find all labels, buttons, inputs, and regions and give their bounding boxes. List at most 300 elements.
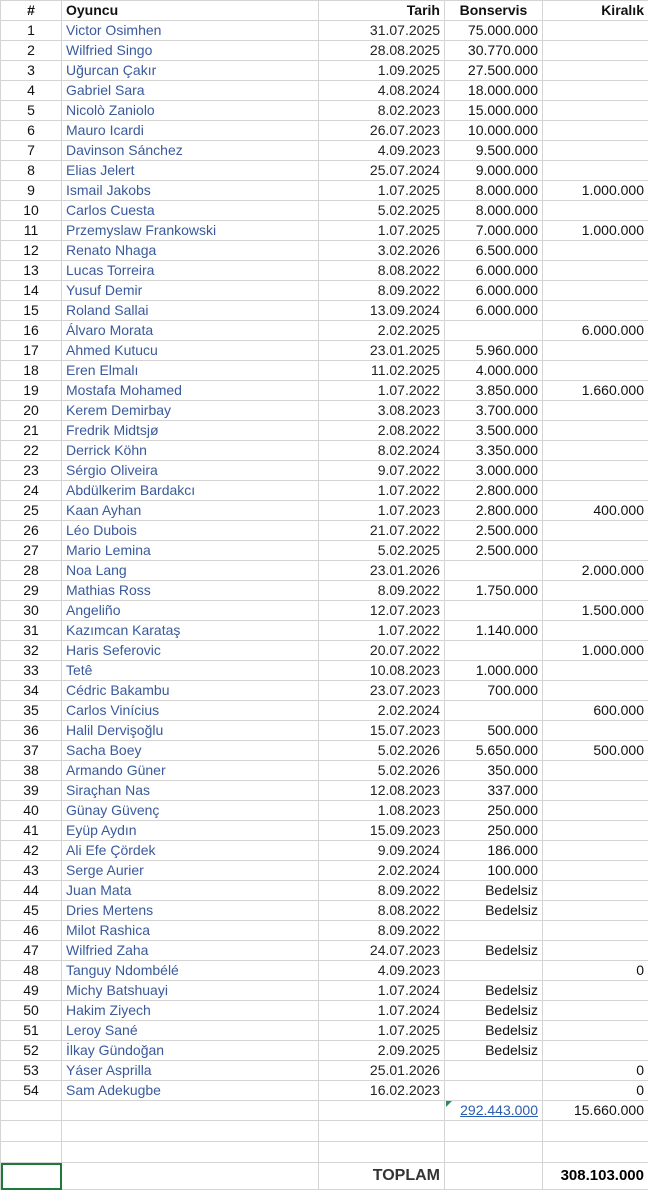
empty-cell[interactable] xyxy=(543,1121,648,1142)
loan-subtotal-cell[interactable]: 15.660.000 xyxy=(543,1101,648,1121)
loan-fee-cell[interactable] xyxy=(543,61,648,81)
transfer-date-cell[interactable]: 1.07.2024 xyxy=(319,981,445,1001)
player-name-cell[interactable]: Eren Elmalı xyxy=(62,361,319,381)
row-number-cell[interactable]: 52 xyxy=(1,1041,62,1061)
transfer-date-cell[interactable]: 31.07.2025 xyxy=(319,21,445,41)
player-name-cell[interactable]: Gabriel Sara xyxy=(62,81,319,101)
transfer-date-cell[interactable]: 2.02.2024 xyxy=(319,861,445,881)
loan-fee-cell[interactable] xyxy=(543,941,648,961)
transfer-fee-cell[interactable]: 350.000 xyxy=(445,761,543,781)
player-name-cell[interactable]: Tanguy Ndombélé xyxy=(62,961,319,981)
header-date[interactable]: Tarih xyxy=(319,1,445,21)
selected-cell[interactable] xyxy=(1,1163,62,1190)
header-fee[interactable]: Bonservis xyxy=(445,1,543,21)
row-number-cell[interactable]: 48 xyxy=(1,961,62,981)
row-number-cell[interactable]: 44 xyxy=(1,881,62,901)
loan-fee-cell[interactable] xyxy=(543,1041,648,1061)
transfer-fee-cell[interactable]: 6.500.000 xyxy=(445,241,543,261)
transfer-date-cell[interactable]: 8.09.2022 xyxy=(319,581,445,601)
transfer-fee-cell[interactable]: 5.650.000 xyxy=(445,741,543,761)
empty-cell[interactable] xyxy=(1,1121,62,1142)
transfer-fee-cell[interactable]: 2.800.000 xyxy=(445,481,543,501)
transfer-fee-cell[interactable]: 8.000.000 xyxy=(445,181,543,201)
row-number-cell[interactable]: 8 xyxy=(1,161,62,181)
row-number-cell[interactable]: 25 xyxy=(1,501,62,521)
transfer-date-cell[interactable]: 24.07.2023 xyxy=(319,941,445,961)
loan-fee-cell[interactable] xyxy=(543,261,648,281)
row-number-cell[interactable]: 7 xyxy=(1,141,62,161)
transfer-fee-cell[interactable]: 6.000.000 xyxy=(445,281,543,301)
player-name-cell[interactable]: Álvaro Morata xyxy=(62,321,319,341)
transfer-fee-cell[interactable]: 2.500.000 xyxy=(445,521,543,541)
empty-cell[interactable] xyxy=(62,1142,319,1163)
transfer-fee-cell[interactable]: 6.000.000 xyxy=(445,261,543,281)
player-name-cell[interactable]: Roland Sallai xyxy=(62,301,319,321)
transfer-date-cell[interactable]: 8.02.2023 xyxy=(319,101,445,121)
player-name-cell[interactable]: Mario Lemina xyxy=(62,541,319,561)
loan-fee-cell[interactable]: 1.000.000 xyxy=(543,641,648,661)
transfer-fee-cell[interactable]: 5.960.000 xyxy=(445,341,543,361)
row-number-cell[interactable]: 40 xyxy=(1,801,62,821)
transfer-date-cell[interactable]: 23.01.2026 xyxy=(319,561,445,581)
empty-cell[interactable] xyxy=(1,1101,62,1121)
loan-fee-cell[interactable] xyxy=(543,241,648,261)
transfer-fee-cell[interactable]: 3.000.000 xyxy=(445,461,543,481)
transfer-date-cell[interactable]: 8.08.2022 xyxy=(319,261,445,281)
transfer-date-cell[interactable]: 5.02.2026 xyxy=(319,741,445,761)
table-row xyxy=(1,981,648,1001)
row-number-cell[interactable]: 26 xyxy=(1,521,62,541)
loan-fee-cell[interactable] xyxy=(543,1021,648,1041)
empty-cell[interactable] xyxy=(445,1121,543,1142)
player-name-cell[interactable]: Haris Seferovic xyxy=(62,641,319,661)
table-row xyxy=(1,81,648,101)
player-name-cell[interactable]: Kerem Demirbay xyxy=(62,401,319,421)
transfer-fee-cell[interactable]: 186.000 xyxy=(445,841,543,861)
transfer-fee-cell[interactable] xyxy=(445,1081,543,1101)
loan-fee-cell[interactable] xyxy=(543,141,648,161)
loan-fee-cell[interactable] xyxy=(543,281,648,301)
transfer-date-cell[interactable]: 4.09.2023 xyxy=(319,961,445,981)
transfer-fee-cell[interactable]: 4.000.000 xyxy=(445,361,543,381)
player-name-cell[interactable]: Wilfried Singo xyxy=(62,41,319,61)
transfer-fee-cell[interactable]: 500.000 xyxy=(445,721,543,741)
row-number-cell[interactable]: 49 xyxy=(1,981,62,1001)
transfer-date-cell[interactable]: 21.07.2022 xyxy=(319,521,445,541)
transfer-date-cell[interactable]: 5.02.2026 xyxy=(319,761,445,781)
row-number-cell[interactable]: 13 xyxy=(1,261,62,281)
row-number-cell[interactable]: 9 xyxy=(1,181,62,201)
header-num[interactable]: # xyxy=(1,1,62,21)
transfer-date-cell[interactable]: 11.02.2025 xyxy=(319,361,445,381)
empty-cell[interactable] xyxy=(445,1142,543,1163)
player-name-cell[interactable]: Fredrik Midtsjø xyxy=(62,421,319,441)
transfer-date-cell[interactable]: 23.01.2025 xyxy=(319,341,445,361)
player-name-cell[interactable]: Halil Dervişoğlu xyxy=(62,721,319,741)
loan-fee-cell[interactable] xyxy=(543,201,648,221)
transfer-date-cell[interactable]: 3.08.2023 xyxy=(319,401,445,421)
player-name-cell[interactable]: Tetê xyxy=(62,661,319,681)
player-name-cell[interactable]: Dries Mertens xyxy=(62,901,319,921)
row-number-cell[interactable]: 6 xyxy=(1,121,62,141)
player-name-cell[interactable]: Elias Jelert xyxy=(62,161,319,181)
table-row xyxy=(1,281,648,301)
row-number-cell[interactable]: 29 xyxy=(1,581,62,601)
transfer-fee-cell[interactable]: 1.750.000 xyxy=(445,581,543,601)
transfer-fee-cell[interactable]: 18.000.000 xyxy=(445,81,543,101)
transfer-date-cell[interactable]: 8.09.2022 xyxy=(319,921,445,941)
loan-fee-cell[interactable] xyxy=(543,581,648,601)
row-number-cell[interactable]: 38 xyxy=(1,761,62,781)
loan-fee-cell[interactable] xyxy=(543,681,648,701)
transfer-date-cell[interactable]: 1.07.2022 xyxy=(319,481,445,501)
loan-fee-cell[interactable]: 2.000.000 xyxy=(543,561,648,581)
row-number-cell[interactable]: 41 xyxy=(1,821,62,841)
player-name-cell[interactable]: İlkay Gündoğan xyxy=(62,1041,319,1061)
loan-fee-cell[interactable] xyxy=(543,981,648,1001)
loan-fee-cell[interactable] xyxy=(543,781,648,801)
row-number-cell[interactable]: 28 xyxy=(1,561,62,581)
loan-fee-cell[interactable]: 400.000 xyxy=(543,501,648,521)
transfer-date-cell[interactable]: 12.07.2023 xyxy=(319,601,445,621)
row-number-cell[interactable]: 24 xyxy=(1,481,62,501)
loan-fee-cell[interactable] xyxy=(543,161,648,181)
player-name-cell[interactable]: Mostafa Mohamed xyxy=(62,381,319,401)
row-number-cell[interactable]: 16 xyxy=(1,321,62,341)
player-name-cell[interactable]: Przemyslaw Frankowski xyxy=(62,221,319,241)
loan-fee-cell[interactable] xyxy=(543,721,648,741)
row-number-cell[interactable]: 35 xyxy=(1,701,62,721)
loan-fee-cell[interactable] xyxy=(543,81,648,101)
player-name-cell[interactable]: Léo Dubois xyxy=(62,521,319,541)
transfer-fee-cell[interactable] xyxy=(445,321,543,341)
loan-fee-cell[interactable] xyxy=(543,541,648,561)
row-number-cell[interactable]: 54 xyxy=(1,1081,62,1101)
transfer-date-cell[interactable]: 28.08.2025 xyxy=(319,41,445,61)
transfer-date-cell[interactable]: 25.07.2024 xyxy=(319,161,445,181)
transfer-fee-cell[interactable]: 100.000 xyxy=(445,861,543,881)
player-name-cell[interactable]: Leroy Sané xyxy=(62,1021,319,1041)
row-number-cell[interactable]: 5 xyxy=(1,101,62,121)
transfer-fee-cell[interactable]: 250.000 xyxy=(445,821,543,841)
player-name-cell[interactable]: Siraçhan Nas xyxy=(62,781,319,801)
transfer-fee-cell[interactable]: Bedelsiz xyxy=(445,881,543,901)
player-name-cell[interactable]: Kazımcan Karataş xyxy=(62,621,319,641)
player-name-cell[interactable]: Angeliño xyxy=(62,601,319,621)
transfer-date-cell[interactable]: 13.09.2024 xyxy=(319,301,445,321)
transfer-date-cell[interactable]: 1.07.2023 xyxy=(319,501,445,521)
transfer-date-cell[interactable]: 5.02.2025 xyxy=(319,541,445,561)
transfer-date-cell[interactable]: 5.02.2025 xyxy=(319,201,445,221)
loan-fee-cell[interactable]: 1.000.000 xyxy=(543,181,648,201)
row-number-cell[interactable]: 43 xyxy=(1,861,62,881)
empty-cell[interactable] xyxy=(445,1163,543,1190)
row-number-cell[interactable]: 4 xyxy=(1,81,62,101)
transfer-fee-cell[interactable]: 6.000.000 xyxy=(445,301,543,321)
player-name-cell[interactable]: Davinson Sánchez xyxy=(62,141,319,161)
loan-fee-cell[interactable]: 500.000 xyxy=(543,741,648,761)
transfer-fee-cell[interactable] xyxy=(445,601,543,621)
row-number-cell[interactable]: 50 xyxy=(1,1001,62,1021)
loan-fee-cell[interactable]: 0 xyxy=(543,1081,648,1101)
transfer-fee-cell[interactable]: 9.500.000 xyxy=(445,141,543,161)
player-name-cell[interactable]: Sérgio Oliveira xyxy=(62,461,319,481)
loan-fee-cell[interactable] xyxy=(543,21,648,41)
transfer-fee-cell[interactable] xyxy=(445,701,543,721)
transfer-date-cell[interactable]: 9.09.2024 xyxy=(319,841,445,861)
loan-fee-cell[interactable] xyxy=(543,901,648,921)
transfer-date-cell[interactable]: 4.08.2024 xyxy=(319,81,445,101)
transfer-fee-cell[interactable]: 30.770.000 xyxy=(445,41,543,61)
empty-cell[interactable] xyxy=(319,1101,445,1121)
player-name-cell[interactable]: Günay Güvenç xyxy=(62,801,319,821)
transfer-fee-cell[interactable]: 3.350.000 xyxy=(445,441,543,461)
transfer-date-cell[interactable]: 10.08.2023 xyxy=(319,661,445,681)
row-number-cell[interactable]: 45 xyxy=(1,901,62,921)
row-number-cell[interactable]: 37 xyxy=(1,741,62,761)
loan-fee-cell[interactable] xyxy=(543,481,648,501)
row-number-cell[interactable]: 27 xyxy=(1,541,62,561)
transfer-fee-cell[interactable]: 2.500.000 xyxy=(445,541,543,561)
transfer-date-cell[interactable]: 26.07.2023 xyxy=(319,121,445,141)
player-name-cell[interactable]: Ali Efe Çördek xyxy=(62,841,319,861)
player-name-cell[interactable]: Yusuf Demir xyxy=(62,281,319,301)
row-number-cell[interactable]: 18 xyxy=(1,361,62,381)
player-name-cell[interactable]: Wilfried Zaha xyxy=(62,941,319,961)
row-number-cell[interactable]: 22 xyxy=(1,441,62,461)
header-player[interactable]: Oyuncu xyxy=(62,1,319,21)
row-number-cell[interactable]: 42 xyxy=(1,841,62,861)
player-name-cell[interactable]: Mauro Icardi xyxy=(62,121,319,141)
transfer-date-cell[interactable]: 20.07.2022 xyxy=(319,641,445,661)
transfer-fee-cell[interactable]: 27.500.000 xyxy=(445,61,543,81)
transfer-fee-cell[interactable] xyxy=(445,921,543,941)
row-number-cell[interactable]: 10 xyxy=(1,201,62,221)
transfer-date-cell[interactable]: 1.07.2025 xyxy=(319,1021,445,1041)
transfer-date-cell[interactable]: 1.07.2022 xyxy=(319,381,445,401)
transfer-date-cell[interactable]: 8.02.2024 xyxy=(319,441,445,461)
player-name-cell[interactable]: Ahmed Kutucu xyxy=(62,341,319,361)
transfer-date-cell[interactable]: 9.07.2022 xyxy=(319,461,445,481)
transfer-date-cell[interactable]: 2.02.2024 xyxy=(319,701,445,721)
player-name-cell[interactable]: Carlos Cuesta xyxy=(62,201,319,221)
transfer-date-cell[interactable]: 1.07.2025 xyxy=(319,221,445,241)
row-number-cell[interactable]: 39 xyxy=(1,781,62,801)
transfer-fee-cell[interactable]: 10.000.000 xyxy=(445,121,543,141)
transfer-date-cell[interactable]: 16.02.2023 xyxy=(319,1081,445,1101)
player-name-cell[interactable]: Uğurcan Çakır xyxy=(62,61,319,81)
player-name-cell[interactable]: Ismail Jakobs xyxy=(62,181,319,201)
transfer-fee-cell[interactable]: 3.850.000 xyxy=(445,381,543,401)
loan-fee-cell[interactable] xyxy=(543,621,648,641)
player-name-cell[interactable]: Mathias Ross xyxy=(62,581,319,601)
table-row xyxy=(1,761,648,781)
transfer-fee-cell[interactable]: 2.800.000 xyxy=(445,501,543,521)
row-number-cell[interactable]: 19 xyxy=(1,381,62,401)
row-number-cell[interactable]: 3 xyxy=(1,61,62,81)
player-name-cell[interactable]: Hakim Ziyech xyxy=(62,1001,319,1021)
transfer-date-cell[interactable]: 25.01.2026 xyxy=(319,1061,445,1081)
loan-fee-cell[interactable] xyxy=(543,661,648,681)
empty-cell[interactable] xyxy=(62,1163,319,1190)
player-name-cell[interactable]: Kaan Ayhan xyxy=(62,501,319,521)
transfer-fee-cell[interactable]: 250.000 xyxy=(445,801,543,821)
row-number-cell[interactable]: 20 xyxy=(1,401,62,421)
loan-fee-cell[interactable] xyxy=(543,821,648,841)
row-number-cell[interactable]: 33 xyxy=(1,661,62,681)
player-name-cell[interactable]: Abdülkerim Bardakcı xyxy=(62,481,319,501)
loan-fee-cell[interactable] xyxy=(543,301,648,321)
transfer-fee-cell[interactable]: 7.000.000 xyxy=(445,221,543,241)
loan-fee-cell[interactable]: 1.500.000 xyxy=(543,601,648,621)
empty-cell[interactable] xyxy=(62,1101,319,1121)
transfer-fee-cell[interactable]: Bedelsiz xyxy=(445,1041,543,1061)
transfer-fee-cell[interactable]: 1.000.000 xyxy=(445,661,543,681)
transfer-fee-cell[interactable]: Bedelsiz xyxy=(445,981,543,1001)
transfer-date-cell[interactable]: 1.08.2023 xyxy=(319,801,445,821)
fee-subtotal-cell[interactable] xyxy=(445,1101,543,1121)
transfer-date-cell[interactable]: 3.02.2026 xyxy=(319,241,445,261)
loan-fee-cell[interactable]: 0 xyxy=(543,1061,648,1081)
transfer-date-cell[interactable]: 1.09.2025 xyxy=(319,61,445,81)
loan-fee-cell[interactable]: 1.000.000 xyxy=(543,221,648,241)
transfer-date-cell[interactable]: 15.07.2023 xyxy=(319,721,445,741)
total-label[interactable]: TOPLAM xyxy=(319,1163,445,1190)
row-number-cell[interactable]: 17 xyxy=(1,341,62,361)
transfer-date-cell[interactable]: 8.08.2022 xyxy=(319,901,445,921)
transfer-fee-cell[interactable] xyxy=(445,561,543,581)
row-number-cell[interactable]: 51 xyxy=(1,1021,62,1041)
transfer-date-cell[interactable]: 2.08.2022 xyxy=(319,421,445,441)
transfer-date-cell[interactable]: 8.09.2022 xyxy=(319,881,445,901)
row-number-cell[interactable]: 11 xyxy=(1,221,62,241)
player-name-cell[interactable]: Yáser Asprilla xyxy=(62,1061,319,1081)
transfer-date-cell[interactable]: 23.07.2023 xyxy=(319,681,445,701)
loan-fee-cell[interactable] xyxy=(543,1001,648,1021)
loan-fee-cell[interactable] xyxy=(543,401,648,421)
transfer-fee-cell[interactable]: 75.000.000 xyxy=(445,21,543,41)
player-name-cell[interactable]: Michy Batshuayi xyxy=(62,981,319,1001)
loan-fee-cell[interactable] xyxy=(543,801,648,821)
loan-fee-cell[interactable] xyxy=(543,361,648,381)
loan-fee-cell[interactable] xyxy=(543,521,648,541)
loan-fee-cell[interactable] xyxy=(543,461,648,481)
loan-fee-cell[interactable] xyxy=(543,441,648,461)
loan-fee-cell[interactable] xyxy=(543,341,648,361)
player-name-cell[interactable]: Derrick Köhn xyxy=(62,441,319,461)
loan-fee-cell[interactable] xyxy=(543,921,648,941)
player-name-cell[interactable]: Noa Lang xyxy=(62,561,319,581)
table-row xyxy=(1,1041,648,1061)
player-name-cell[interactable]: Nicolò Zaniolo xyxy=(62,101,319,121)
loan-fee-cell[interactable]: 600.000 xyxy=(543,701,648,721)
loan-fee-cell[interactable] xyxy=(543,101,648,121)
player-name-cell[interactable]: Carlos Vinícius xyxy=(62,701,319,721)
player-name-cell[interactable]: Victor Osimhen xyxy=(62,21,319,41)
transfer-fee-cell[interactable]: 3.500.000 xyxy=(445,421,543,441)
loan-fee-cell[interactable] xyxy=(543,861,648,881)
transfer-fee-cell[interactable]: 700.000 xyxy=(445,681,543,701)
row-number-cell[interactable]: 46 xyxy=(1,921,62,941)
row-number-cell[interactable]: 30 xyxy=(1,601,62,621)
player-name-cell[interactable]: Serge Aurier xyxy=(62,861,319,881)
player-name-cell[interactable]: Sacha Boey xyxy=(62,741,319,761)
transfer-fee-cell[interactable]: 8.000.000 xyxy=(445,201,543,221)
row-number-cell[interactable]: 34 xyxy=(1,681,62,701)
row-number-cell[interactable]: 2 xyxy=(1,41,62,61)
transfer-fee-cell[interactable] xyxy=(445,1061,543,1081)
loan-fee-cell[interactable]: 0 xyxy=(543,961,648,981)
player-name-cell[interactable]: Milot Rashica xyxy=(62,921,319,941)
transfer-date-cell[interactable]: 8.09.2022 xyxy=(319,281,445,301)
empty-cell[interactable] xyxy=(319,1121,445,1142)
transfer-date-cell[interactable]: 15.09.2023 xyxy=(319,821,445,841)
empty-cell[interactable] xyxy=(319,1142,445,1163)
transfer-date-cell[interactable]: 1.07.2024 xyxy=(319,1001,445,1021)
transfer-fee-cell[interactable]: 1.140.000 xyxy=(445,621,543,641)
transfer-fee-cell[interactable] xyxy=(445,961,543,981)
loan-fee-cell[interactable] xyxy=(543,121,648,141)
transfer-fee-cell[interactable]: 9.000.000 xyxy=(445,161,543,181)
row-number-cell[interactable]: 1 xyxy=(1,21,62,41)
total-value[interactable]: 308.103.000 xyxy=(543,1163,648,1190)
row-number-cell[interactable]: 31 xyxy=(1,621,62,641)
transfer-fee-cell[interactable]: Bedelsiz xyxy=(445,901,543,921)
empty-cell[interactable] xyxy=(543,1142,648,1163)
transfer-date-cell[interactable]: 1.07.2022 xyxy=(319,621,445,641)
row-number-cell[interactable]: 47 xyxy=(1,941,62,961)
player-name-cell[interactable]: Lucas Torreira xyxy=(62,261,319,281)
empty-cell[interactable] xyxy=(1,1142,62,1163)
transfer-date-cell[interactable]: 4.09.2023 xyxy=(319,141,445,161)
loan-fee-cell[interactable] xyxy=(543,41,648,61)
loan-fee-cell[interactable] xyxy=(543,421,648,441)
transfer-date-cell[interactable]: 1.07.2025 xyxy=(319,181,445,201)
player-name-cell[interactable]: Cédric Bakambu xyxy=(62,681,319,701)
transfer-fee-cell[interactable]: Bedelsiz xyxy=(445,941,543,961)
transfer-fee-cell[interactable]: 3.700.000 xyxy=(445,401,543,421)
transfer-date-cell[interactable]: 2.09.2025 xyxy=(319,1041,445,1061)
row-number-cell[interactable]: 15 xyxy=(1,301,62,321)
transfer-date-cell[interactable]: 12.08.2023 xyxy=(319,781,445,801)
transfer-fee-cell[interactable]: Bedelsiz xyxy=(445,1021,543,1041)
row-number-cell[interactable]: 36 xyxy=(1,721,62,741)
player-name-cell[interactable]: Sam Adekugbe xyxy=(62,1081,319,1101)
row-number-cell[interactable]: 21 xyxy=(1,421,62,441)
transfer-fee-cell[interactable] xyxy=(445,641,543,661)
player-name-cell[interactable]: Juan Mata xyxy=(62,881,319,901)
transfer-fee-cell[interactable]: 337.000 xyxy=(445,781,543,801)
loan-fee-cell[interactable] xyxy=(543,841,648,861)
row-number-cell[interactable]: 14 xyxy=(1,281,62,301)
transfer-fee-cell[interactable]: 15.000.000 xyxy=(445,101,543,121)
header-loan[interactable]: Kiralık xyxy=(543,1,648,21)
loan-fee-cell[interactable] xyxy=(543,881,648,901)
row-number-cell[interactable]: 12 xyxy=(1,241,62,261)
row-number-cell[interactable]: 53 xyxy=(1,1061,62,1081)
transfer-fee-cell[interactable]: Bedelsiz xyxy=(445,1001,543,1021)
loan-fee-cell[interactable]: 6.000.000 xyxy=(543,321,648,341)
player-name-cell[interactable]: Eyüp Aydın xyxy=(62,821,319,841)
transfer-date-cell[interactable]: 2.02.2025 xyxy=(319,321,445,341)
empty-cell[interactable] xyxy=(62,1121,319,1142)
row-number-cell[interactable]: 32 xyxy=(1,641,62,661)
player-name-cell[interactable]: Armando Güner xyxy=(62,761,319,781)
player-name-cell[interactable]: Renato Nhaga xyxy=(62,241,319,261)
row-number-cell[interactable]: 23 xyxy=(1,461,62,481)
loan-fee-cell[interactable]: 1.660.000 xyxy=(543,381,648,401)
loan-fee-cell[interactable] xyxy=(543,761,648,781)
